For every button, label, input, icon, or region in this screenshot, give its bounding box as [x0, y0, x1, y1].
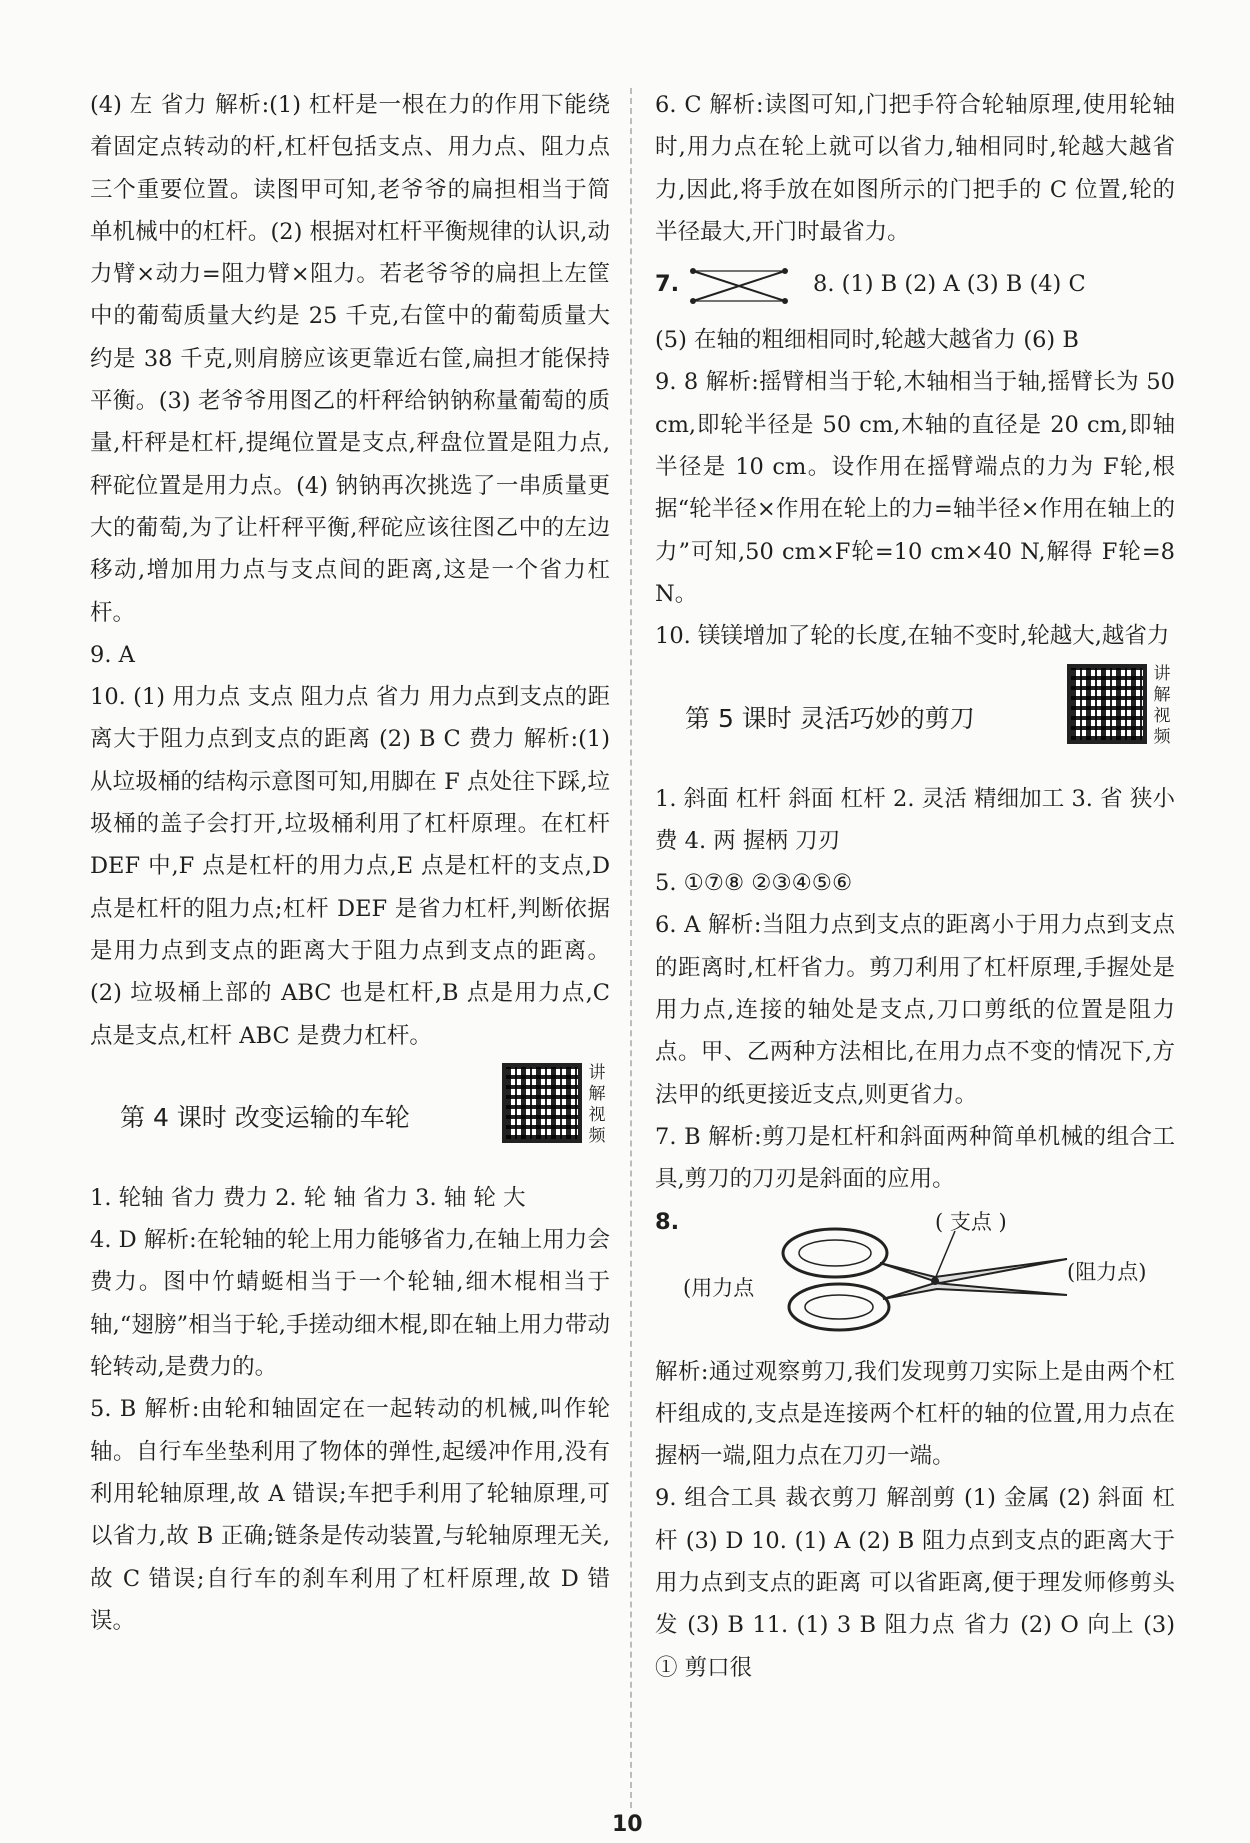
- answer-paragraph: 6. C 解析:读图可知,门把手符合轮轴原理,使用轮轴时,用力点在轮上就可以省力,轴相同时,轮越大越省力,因此,将手放在如图所示的门把手的 C 位置,轮的半径最大,开门时最省力。: [655, 92, 1175, 245]
- answer-paragraph: (5) 在轴的粗细相同时,轮越大越省力 (6) B: [655, 327, 1079, 354]
- matching-lines-figure: [685, 261, 795, 311]
- q8-answers: 8. (1) B (2) A (3) B (4) C: [813, 271, 1086, 298]
- qr-code-icon[interactable]: [1067, 664, 1147, 744]
- answer-paragraph: 6. A 解析:当阻力点到支点的距离小于用力点到支点的距离时,杠杆省力。剪刀利用了杠杆原理,手握处是用力点,连接的轴处是支点,刀口剪纸的位置是阻力点。甲、乙两种方法相比,在用力点不变的情况下,方法甲的纸更接近支点,则更省力。: [655, 912, 1175, 1108]
- effort-label: (用力点: [683, 1275, 755, 1300]
- q7-label: 7.: [655, 271, 680, 298]
- lesson-5-heading: [655, 664, 1175, 772]
- answer-paragraph: 9. 8 解析:摇臂相当于轮,木轴相当于轴,摇臂长为 50 cm,即轮半径是 50 cm,木轴的直径是 20 cm,即轴半径是 10 cm。设作用在摇臂端点的力为 F轮,根据“轮半径×作用在轮上的力=轴半径×作用在轴上的力”可知,50 cm×F轮=10 cm×40 N,解得 F轮=8 N。: [655, 369, 1175, 607]
- qr-label: 讲解视频: [588, 1062, 606, 1146]
- page-number: 10: [612, 1812, 643, 1837]
- scissors-icon: [775, 1221, 1075, 1341]
- q8-label: 8.: [655, 1208, 680, 1235]
- answer-paragraph: 1. 斜面 杠杆 斜面 杠杆 2. 灵活 精细加工 3. 省 狭小 费 4. 两 握柄 刀刃: [655, 785, 1175, 854]
- load-label: (阻力点): [1067, 1259, 1147, 1284]
- lesson-4-heading: [90, 1063, 610, 1171]
- answer-paragraph: 10. 镁镁增加了轮的长度,在轴不变时,轮越大,越省力: [655, 623, 1170, 650]
- scissors-figure: [655, 1201, 1175, 1351]
- lesson-title: 第 4 课时 改变运输的车轮: [120, 1102, 410, 1132]
- qr-code-icon[interactable]: [502, 1063, 582, 1143]
- lesson-title: 第 5 课时 灵活巧妙的剪刀: [685, 703, 975, 733]
- answer-paragraph: 4. D 解析:在轮轴的轮上用力能够省力,在轴上用力会费力。图中竹蜻蜓相当于一个轮轴,细木棍相当于轴,“翅膀”相当于轮,手搓动细木棍,即在轴上用力带动轮转动,是费力的。: [90, 1227, 610, 1381]
- q7-q8-line: [655, 253, 1175, 319]
- answer-paragraph: 10. (1) 用力点 支点 阻力点 省力 用力点到支点的距离大于阻力点到支点的距离 (2) B C 费力 解析:(1) 从垃圾桶的结构示意图可知,用脚在 F 点处往下踩,垃圾桶的盖子会打开,垃圾桶利用了杠杆原理。在杠杆 DEF 中,F 点是杠杆的用力点,E 点是杠杆的支点,D 点是杠杆的阻力点;杠杆 DEF 是省力杠杆,判断依据是用力点到支点的距离大于阻力点到支点的距离。(2) 垃圾桶上部的 ABC 也是杠杆,B 点是用力点,C 点是支点,杠杆 ABC 是费力杠杆。: [90, 684, 610, 1049]
- answer-paragraph: (4) 左 省力 解析:(1) 杠杆是一根在力的作用下能绕着固定点转动的杆,杠杆包括支点、用力点、阻力点三个重要位置。读图甲可知,老爷爷的扁担相当于简单机械中的杠杆。(2) 根据对杠杆平衡规律的认识,动力臂×动力=阻力臂×阻力。若老爷爷的扁担上左筐中的葡萄质量大约是 25 千克,右筐中的葡萄质量大约是 38 千克,则肩膀应该更靠近右筐,扁担才能保持平衡。(3) 老爷爷用图乙的杆秤给钠钠称量葡萄的质量,杆秤是杠杆,提绳位置是支点,秤盘位置是阻力点,秤砣位置是用力点。(4) 钠钠再次挑选了一串质量更大的葡萄,为了让杆秤平衡,秤砣应该往图乙中的左边移动,增加用力点与支点间的距离,这是一个省力杠杆。: [90, 92, 610, 626]
- column-divider: [630, 88, 632, 1808]
- answer-paragraph: 5. B 解析:由轮和轴固定在一起转动的机械,叫作轮轴。自行车坐垫利用了物体的弹性,起缓冲作用,没有利用轮轴原理,故 A 错误;车把手利用了轮轴原理,可以省力,故 B 正确;链条是传动装置,与轮轴原理无关,故 C 错误;自行车的刹车利用了杠杆原理,故 D 错误。: [90, 1396, 610, 1634]
- answer-paragraph: 9. 组合工具 裁衣剪刀 解剖剪 (1) 金属 (2) 斜面 杠杆 (3) D 10. (1) A (2) B 阻力点到支点的距离大于用力点到支点的距离 可以省距离,便于理发师修剪头发 (3) B 11. (1) 3 B 阻力点 省力 (2) O 向上 (3) ① 剪口很: [655, 1485, 1175, 1681]
- answer-paragraph: 5. ①⑦⑧ ②③④⑤⑥: [655, 870, 853, 897]
- right-column: [655, 84, 1175, 1689]
- qr-label: 讲解视频: [1153, 663, 1171, 747]
- answer-paragraph: 9. A: [90, 641, 135, 668]
- answer-paragraph: 7. B 解析:剪刀是杠杆和斜面两种简单机械的组合工具,剪刀的刀刃是斜面的应用。: [655, 1123, 1175, 1193]
- left-column: [90, 84, 610, 1642]
- answer-paragraph: 1. 轮轴 省力 费力 2. 轮 轴 省力 3. 轴 轮 大: [90, 1184, 526, 1211]
- fulcrum-label: ( 支点 ): [935, 1209, 1007, 1234]
- answer-paragraph: 解析:通过观察剪刀,我们发现剪刀实际上是由两个杠杆组成的,支点是连接两个杠杆的轴的位置,用力点在握柄一端,阻力点在刀刃一端。: [655, 1358, 1175, 1470]
